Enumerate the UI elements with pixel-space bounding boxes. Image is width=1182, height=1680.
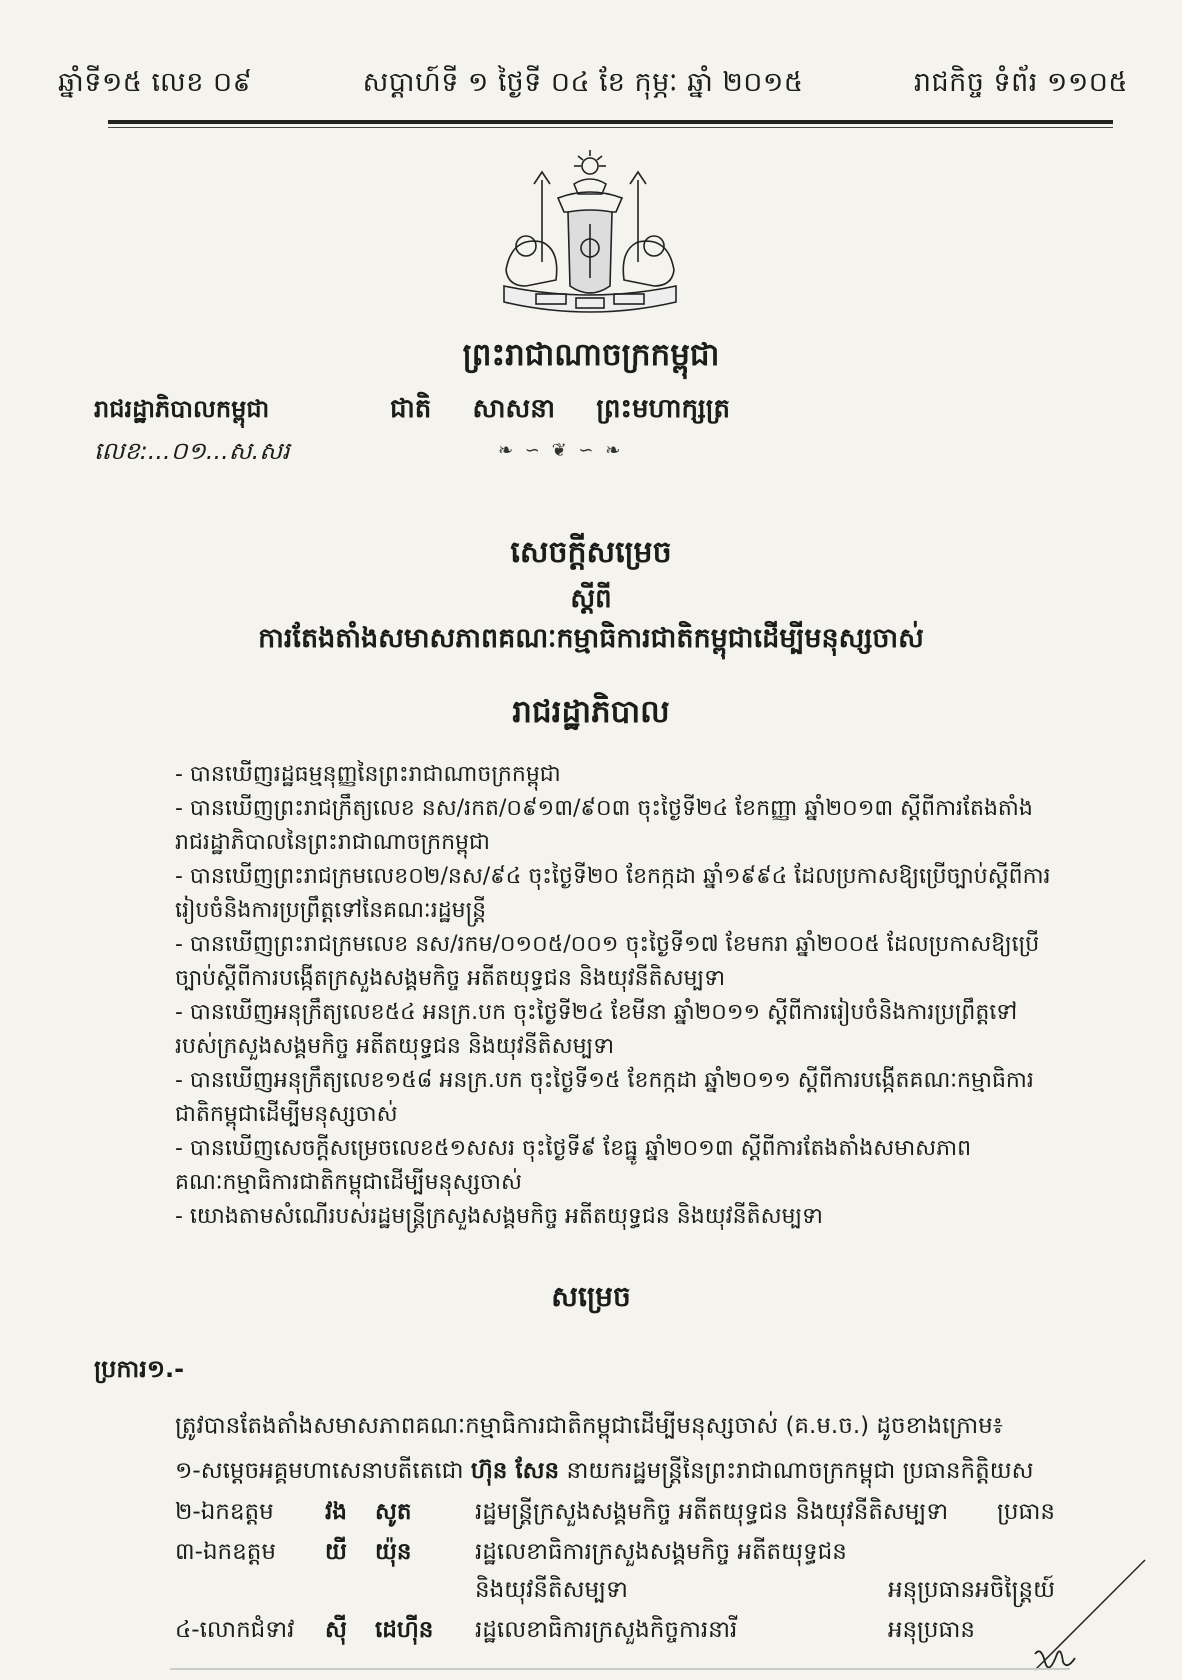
- motto-ornament-icon: ❧ ∽ ❦ ∽ ❧: [498, 440, 624, 461]
- member-position: រដ្ឋមន្ត្រីក្រសួងសង្គមកិច្ច អតីតយុទ្ធជន និងយុវនីតិសម្បទា: [475, 1499, 949, 1525]
- member-position-continuation: និងយុវនីតិសម្បទា: [475, 1577, 628, 1603]
- member-position: នាយករដ្ឋមន្ត្រីនៃព្រះរាជាណាចក្រកម្ពុជា ប្រធានកិត្តិយស: [566, 1458, 1034, 1484]
- issuing-authority: រាជរដ្ឋាភិបាល: [512, 694, 670, 730]
- member-row: [175, 1498, 1055, 1534]
- recital-item: - បានឃើញព្រះរាជក្រមលេខ០២/នស/៩៤ ចុះថ្ងៃទី២០ ខែកក្កដា ឆ្នាំ១៩៩៤ ដែលប្រកាសឱ្យប្រើច្បាប់ស្តីពីការរៀបចំនិងការប្រព្រឹត្តទៅនៃគណៈរដ្ឋមន្ត្រី: [175, 864, 1051, 923]
- recital-item: - បានឃើញព្រះរាជក្រមលេខ នស/រកម/០១០៥/០០១ ចុះថ្ងៃទី១៧ ខែមករា ឆ្នាំ២០០៥ ដែលប្រកាសឱ្យប្រើច្បាប់ស្តីពីការបង្កើតក្រសួងសង្គមកិច្ច អតីតយុទ្ធជន និងយុវនីតិសម្បទា: [175, 932, 1040, 991]
- motto-king: ព្រះមហាក្សត្រ: [596, 394, 730, 424]
- header-rule-thick: [108, 120, 1113, 124]
- member-role: ប្រធាន: [997, 1499, 1055, 1525]
- recital-item: - បានឃើញសេចក្តីសម្រេចលេខ៥១សសរ ចុះថ្ងៃទី៩ ខែធ្នូ ឆ្នាំ២០១៣ ស្តីពីការតែងតាំងសមាសភាពគណៈកម្មាធិការជាតិកម្ពុជាដើម្បីមនុស្សចាស់: [175, 1136, 972, 1195]
- member-row: [175, 1538, 1055, 1574]
- recital-item: - បានឃើញអនុក្រឹត្យលេខ១៥៨ អនក្រ.បក ចុះថ្ងៃទី១៥ ខែកក្កដា ឆ្នាំ២០១១ ស្តីពីការបង្កើតគណៈកម្មាធិការជាតិកម្ពុជាដើម្បីមនុស្សចាស់: [175, 1068, 1034, 1127]
- recitals-list: [175, 758, 1055, 1234]
- member-first-name: ស៊ី: [325, 1617, 347, 1643]
- recital-item: - បានឃើញរដ្ឋធម្មនុញ្ញនៃព្រះរាជាណាចក្រកម្ពុជា: [175, 762, 561, 787]
- recital-item: - បានឃើញព្រះរាជក្រឹត្យលេខ នស/រកត/០៩១៣/៩០៣ ចុះថ្ងៃទី២៤ ខែកញ្ញា ឆ្នាំ២០១៣ ស្តីពីការតែងតាំងរាជរដ្ឋាភិបាលនៃព្រះរាជាណាចក្រកម្ពុជា: [175, 796, 1033, 855]
- member-row-honorary: [175, 1457, 1065, 1490]
- document-subject: ការតែងតាំងសមាសភាពគណៈកម្មាធិការជាតិកម្ពុជាដើម្បីមនុស្សចាស់: [258, 623, 924, 654]
- document-type: សេចក្តីសម្រេច: [510, 535, 672, 570]
- member-row: [175, 1616, 1055, 1652]
- reference-number: លេខ:...០១...ស.សរ: [94, 437, 290, 465]
- government-name: រាជរដ្ឋាភិបាលកម្ពុជា: [94, 395, 270, 423]
- national-motto: [390, 392, 730, 430]
- member-number-title: ៣-ឯកឧត្តម: [175, 1539, 276, 1565]
- header-rule-thin: [108, 127, 1113, 128]
- article-intro: ត្រូវបានតែងតាំងសមាសភាពគណៈកម្មាធិការជាតិកម្ពុជាដើម្បីមនុស្សចាស់ (គ.ម.ច.) ដូចខាងក្រោម៖: [175, 1413, 1003, 1439]
- gazette-header: [58, 66, 1128, 105]
- member-row-continuation: [175, 1576, 1055, 1612]
- member-role: អនុប្រធាន: [887, 1617, 975, 1643]
- member-last-name: យ៉ុន: [375, 1539, 412, 1565]
- member-name: ហ៊ុន សែន: [470, 1458, 560, 1484]
- member-number-title: ៤-លោកជំទាវ: [175, 1617, 295, 1643]
- header-week-date: សប្តាហ៍ទី ១ ថ្ងៃទី ០៤ ខែ កុម្ភៈ ឆ្នាំ ២០១៥: [362, 67, 804, 98]
- member-first-name: វង: [325, 1499, 347, 1525]
- handwritten-initials-icon: [1015, 1550, 1155, 1680]
- member-number-title: ២-ឯកឧត្តម: [175, 1499, 274, 1525]
- member-position: រដ្ឋលេខាធិការក្រសួងសង្គមកិច្ច អតីតយុទ្ធជន: [475, 1539, 847, 1565]
- member-last-name: សូត: [375, 1499, 412, 1525]
- member-last-name: ដេហ៊ីន: [375, 1617, 434, 1643]
- member-role: អនុប្រធានអចិន្ត្រៃយ៍: [888, 1577, 1055, 1603]
- kingdom-title: ព្រះរាជាណាចក្រកម្ពុជា: [462, 337, 720, 373]
- member-first-name: យី: [325, 1539, 347, 1565]
- royal-coat-of-arms-icon: [486, 150, 694, 322]
- recital-item: - បានឃើញអនុក្រឹត្យលេខ៥៤ អនក្រ.បក ចុះថ្ងៃទី២៤ ខែមីនា ឆ្នាំ២០១១ ស្តីពីការរៀបចំនិងការប្រព្រឹត្តទៅរបស់ក្រសួងសង្គមកិច្ច អតីតយុទ្ធជន និងយុវនីតិសម្បទា: [175, 1000, 1018, 1059]
- member-position: រដ្ឋលេខាធិការក្រសួងកិច្ចការនារី: [475, 1617, 738, 1643]
- motto-nation: ជាតិ: [390, 394, 432, 424]
- motto-religion: សាសនា: [472, 394, 556, 424]
- decision-heading: សម្រេច: [551, 1280, 631, 1313]
- document-about: ស្តីពី: [570, 584, 612, 614]
- page-bottom-edge: [170, 1668, 1070, 1670]
- article-label: ប្រការ១.-: [94, 1355, 185, 1383]
- header-year-issue: ឆ្នាំទី១៥ លេខ ០៩: [58, 67, 253, 98]
- header-gazette-page: រាជកិច្ច ទំព័រ ១១០៥: [913, 67, 1128, 98]
- member-prefix: ១-សម្តេចអគ្គមហាសេនាបតីតេជោ: [175, 1458, 464, 1484]
- recital-item: - យោងតាមសំណើរបស់រដ្ឋមន្ត្រីក្រសួងសង្គមកិច្ច អតីតយុទ្ធជន និងយុវនីតិសម្បទា: [175, 1204, 823, 1229]
